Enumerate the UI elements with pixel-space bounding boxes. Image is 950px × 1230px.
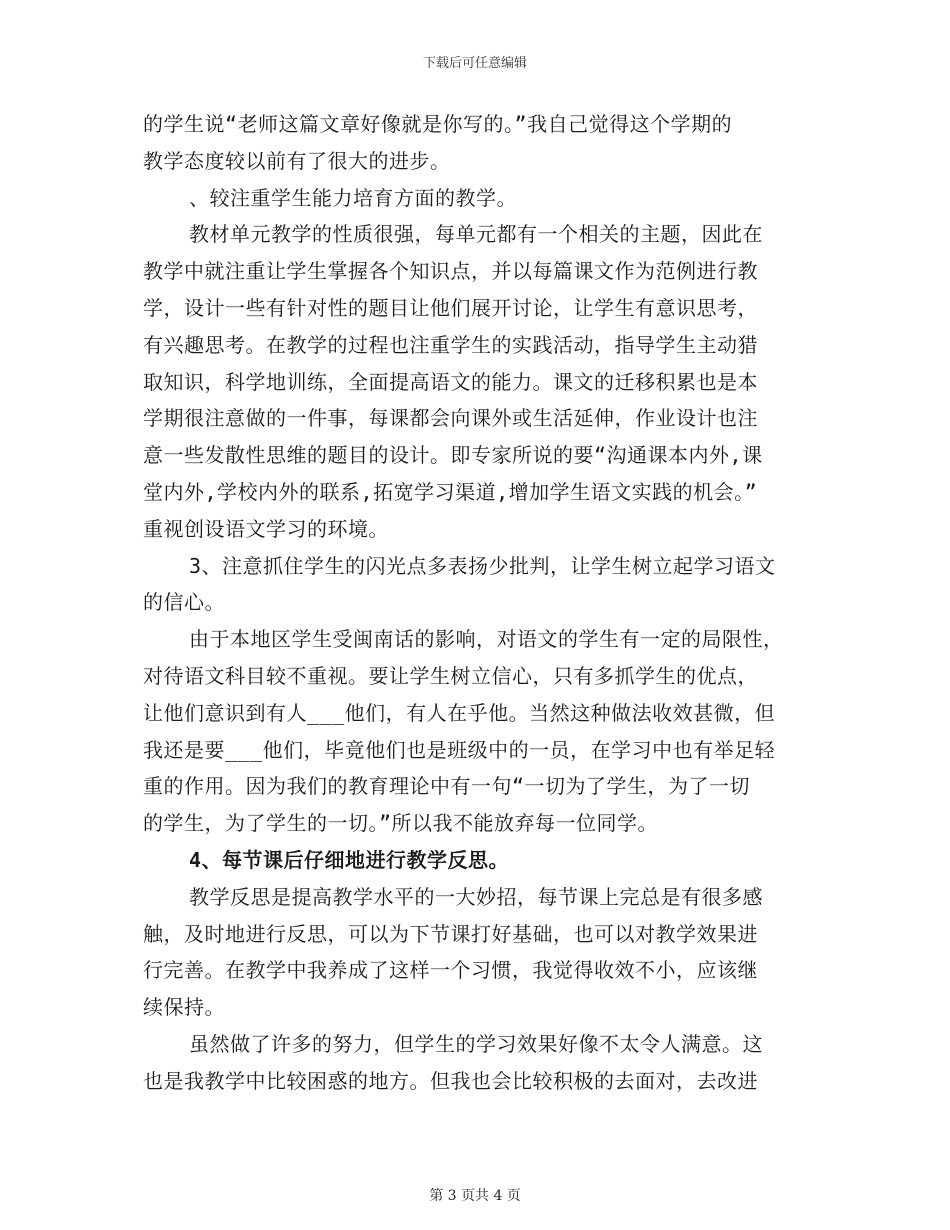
text-line: 对待语文科目较不重视。要让学生树立信心，只有多抓学生的优点， [143,663,758,688]
text-line: 重的作用。因为我们的教育理论中有一句“一切为了学生，为了一切 [143,774,751,799]
text-line: 教材单元教学的性质很强，每单元都有一个相关的主题，因此在 [189,222,763,247]
text-line: 的学生说“老师这篇文章好像就是你写的。”我自己觉得这个学期的 [143,112,733,136]
document-body [143,106,808,1100]
text-line: 取知识，科学地训练，全面提高语文的能力。课文的迁移积累也是本 [143,369,758,394]
text-line: 的信心。 [143,590,225,615]
section-heading: 4、每节课后仔细地进行教学反思。 [189,847,510,872]
text-line: 也是我教学中比较困惑的地方。但我也会比较积极的去面对，去改进 [143,1068,758,1093]
page-header: 下载后可任意编辑 [422,56,527,71]
text-line: 3、注意抓住学生的闪光点多表扬少批判，让学生树立起学习语文 [189,553,776,578]
text-line: 虽然做了许多的努力，但学生的学习效果好像不太令人满意。这 [189,1031,763,1056]
text-line: 续保持。 [143,995,225,1020]
text-line: 教学中就注重让学生掌握各个知识点，并以每篇课文作为范例进行教 [143,259,758,284]
text-line: 、较注重学生能力培育方面的教学。 [189,185,517,210]
text-line: 学期很注意做的一件事，每课都会向课外或生活延伸，作业设计也注 [143,406,758,431]
text-line: 堂内外,学校内外的联系,拓宽学习渠道,增加学生语文实践的机会。” [143,479,758,504]
text-line: 我还是要___他们，毕竟他们也是班级中的一员，在学习中也有举足轻 [143,737,776,762]
text-line: 有兴趣思考。在教学的过程也注重学生的实践活动，指导学生主动猎 [143,332,758,357]
text-line: 重视创设语文学习的环境。 [143,516,389,541]
text-line: 的学生，为了学生的一切。”所以我不能放弃每一位同学。 [143,811,659,836]
text-line: 触，及时地进行反思，可以为下节课打好基础，也可以对教学效果进 [143,921,758,946]
text-line: 意一些发散性思维的题目的设计。即专家所说的要“沟通课本内外,课 [143,443,763,468]
text-line: 由于本地区学生受闽南话的影响，对语文的学生有一定的局限性， [189,627,784,652]
page-footer: 第 3 页共 4 页 [429,1188,521,1204]
text-line: 让他们意识到有人___他们，有人在乎他。当然这种做法收效甚微，但 [143,700,776,725]
text-line: 行完善。在教学中我养成了这样一个习惯，我觉得收效不小，应该继 [143,958,758,983]
text-line: 学，设计一些有针对性的题目让他们展开讨论，让学生有意识思考， [143,295,758,320]
text-line: 教学反思是提高教学水平的一大妙招，每节课上完总是有很多感 [189,884,763,909]
text-line: 教学态度较以前有了很大的进步。 [143,148,451,173]
